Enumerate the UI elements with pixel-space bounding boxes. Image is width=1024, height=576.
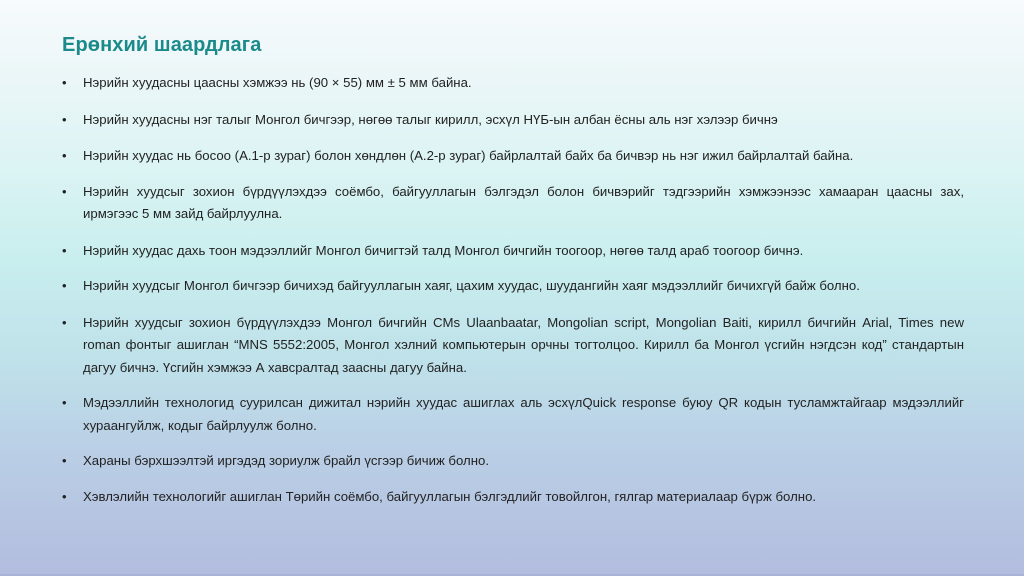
bullet-dot: •: [62, 111, 67, 127]
bullet-text: Хэвлэлийн технологийг ашиглан Төрийн соёмбо, байгууллагын бэлгэдлийг товойлгон, гялгар материалаар бүрж болно.: [83, 488, 817, 504]
bullet-dot: •: [62, 314, 67, 330]
bullet-dot: •: [62, 488, 67, 504]
bullet-item: [62, 145, 964, 168]
bullet-item: [62, 486, 964, 509]
bullet-text: Нэрийн хуудасны цаасны хэмжээ нь (90 × 55) мм ± 5 мм байна.: [83, 75, 472, 90]
bullet-item: [62, 109, 964, 132]
bullet-text: Нэрийн хуудас нь босоо (А.1-р зураг) болон хөндлөн (А.2-р зураг) байрлалтай байх ба бичвэр нь нэг ижил байрлалтай байна.: [83, 148, 854, 163]
bullet-dot: •: [62, 183, 67, 199]
bullet-dot: •: [62, 453, 67, 468]
bullet-item: [62, 392, 964, 437]
bullet-item: [62, 312, 964, 380]
bullet-text: Нэрийн хуудсыг зохион бүрдүүлэхдээ Монгол бичгийн CMs Ulaanbaatar, Mongolian script, Mongolian Baiti, кирилл бичгийн Arial, Times new roman фонтыг ашиглан “MNS 5552:2005, Монгол хэлний компьютерын орчны тогтолцоо. Кирилл ба Монгол үсгийн нэгдсэн код” стандартын дагуу бичнэ. Үсгийн хэмжээ А хавсралтад заасны дагуу байна.: [83, 314, 964, 375]
bullet-item: [62, 240, 964, 263]
bullet-item: [62, 450, 964, 473]
slide-title: Ерөнхий шаардлага: [62, 34, 262, 56]
bullet-item: [62, 181, 964, 226]
bullet-list: [62, 72, 964, 521]
bullet-dot: •: [62, 278, 67, 293]
bullet-text: Нэрийн хуудсыг Монгол бичгээр бичихэд байгууллагын хаяг, цахим хуудас, шуудангийн хаяг мэдээллийг бичихгүй байж болно.: [83, 278, 860, 293]
bullet-text: Нэрийн хуудасны нэг талыг Монгол бичгээр, нөгөө талыг кирилл, эсхүл НҮБ-ын албан ёсны аль нэг хэлээр бичнэ: [83, 111, 778, 127]
bullet-text: Нэрийн хуудсыг зохион бүрдүүлэхдээ соёмбо, байгууллагын бэлгэдэл болон бичвэрийг тэдгээрийн хэмжээнээс хамааран цаасны зах, ирмэгээс 5 мм зайд байрлуулна.: [83, 183, 964, 221]
bullet-dot: •: [62, 242, 67, 258]
bullet-item: [62, 72, 964, 95]
bullet-dot: •: [62, 75, 67, 90]
bullet-item: [62, 275, 964, 298]
bullet-text: Хараны бэрхшээлтэй иргэдэд зориулж брайл үсгээр бичиж болно.: [83, 453, 490, 468]
bullet-text: Нэрийн хуудас дахь тоон мэдээллийг Монгол бичигтэй талд Монгол бичгийн тоогоор, нөгөө талд араб тоогоор бичнэ.: [83, 242, 804, 258]
bullet-dot: •: [62, 148, 67, 163]
bullet-dot: •: [62, 395, 67, 410]
bullet-text: Мэдээллийн технологид суурилсан дижитал нэрийн хуудас ашиглах аль эсхүлQuick response буюу QR кодын тусламжтайгаар мэдээллийг хураангуйлж, кодыг байрлуулж болно.: [83, 395, 964, 433]
